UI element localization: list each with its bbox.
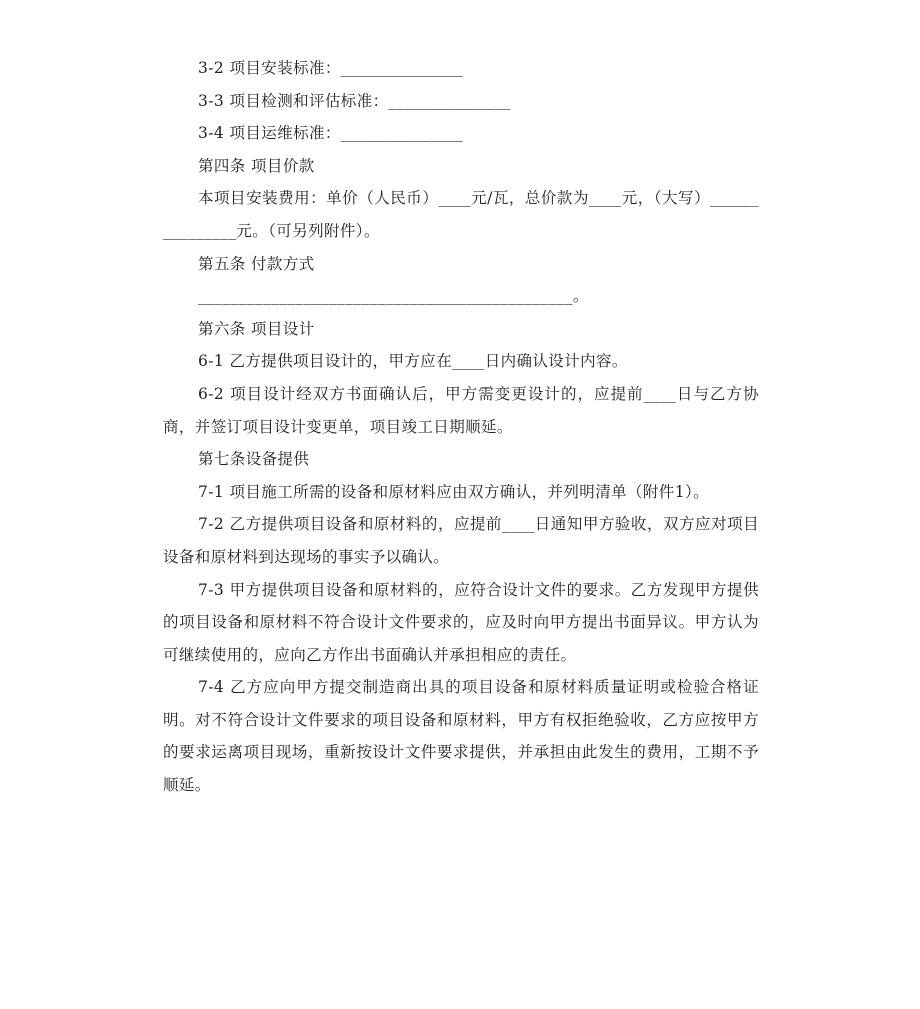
clause-7-2: 7-2 乙方提供项目设备和原材料的，应提前____日通知甲方验收，双方应对项目设备和原材料到达现场的事实予以确认。 [163, 515, 759, 566]
article-4-heading: 第四条 项目价款 [198, 156, 315, 175]
article-7-heading: 第七条设备提供 [198, 450, 310, 469]
clause-7-1: 7-1 项目施工所需的设备和原材料应由双方确认，并列明清单（附件1）。 [198, 482, 710, 501]
clause-6-1: 6-1 乙方提供项目设计的，甲方应在____日内确认设计内容。 [198, 352, 628, 371]
article-5-payment-blank: ______________________________________________。 [198, 287, 589, 306]
clause-3-4: 3-4 项目运维标准：_______________ [198, 124, 464, 143]
clause-3-2: 3-2 项目安装标准：_______________ [198, 59, 464, 77]
article-5-heading: 第五条 付款方式 [198, 254, 315, 273]
article-4-price-text: 本项目安装费用：单价（人民币）____元/瓦，总价款为____元，（大写）_______________元。（可另列附件）。 [163, 189, 759, 240]
clause-7-3: 7-3 甲方提供项目设备和原材料的，应符合设计文件的要求。乙方发现甲方提供的项目设备和原材料不符合设计文件要求的，应及时向甲方提出书面异议。甲方认为可继续使用的，应向乙方作出书面确认并承担相应的责任。 [163, 580, 759, 664]
clause-6-2: 6-2 项目设计经双方书面确认后，甲方需变更设计的，应提前____日与乙方协商，并签订项目设计变更单，项目竣工日期顺延。 [163, 384, 759, 436]
contract-body [163, 52, 759, 802]
clause-3-3: 3-3 项目检测和评估标准：_______________ [198, 91, 511, 110]
clause-7-4: 7-4 乙方应向甲方提交制造商出具的项目设备和原材料质量证明或检验合格证明。对不符合设计文件要求的项目设备和原材料，甲方有权拒绝验收，乙方应按甲方的要求运离项目现场，重新按设计文件要求提供，并承担由此发生的费用，工期不予顺延。 [163, 678, 759, 795]
article-6-heading: 第六条 项目设计 [198, 319, 315, 338]
